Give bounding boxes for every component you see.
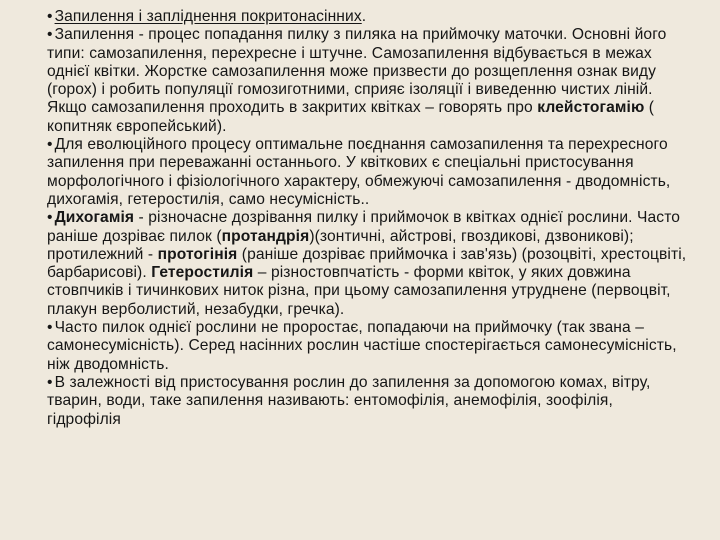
text-run: – різностовпчатість - форми квіток, у яких довжина стовпчиків і тичинкових ниток різна, при цьому самозапилення утруднене (первоцвіт, плакун верболистий, незабудки, гречка). xyxy=(47,264,671,318)
text-body xyxy=(47,8,690,429)
paragraph-title xyxy=(47,8,690,26)
bullet-marker: • xyxy=(47,26,53,44)
text-run: . xyxy=(361,8,367,25)
heading-underlined-text: Запилення і запліднення покритонасінних xyxy=(54,8,362,25)
text-run: В залежності від пристосування рослин до запилення за допомогою комах, вітру, тварин, води, таке запилення називають: ентомофілія, анемофілія, зоофілія, гідрофілія xyxy=(47,373,651,428)
bullet-marker: • xyxy=(47,319,53,337)
term-protogyny: протогінія xyxy=(157,245,238,263)
bullet-marker: • xyxy=(47,373,53,391)
paragraph-pollination-types xyxy=(47,374,690,429)
text-run: Для еволюційного процесу оптимальне поєднання самозапилення та перехресного запилення при переважанні останнього. У квіткових є спеціальні пристосування морфологічного і фізіологічного характеру, обмежуючі самозапилення - дводомність, дихогамія, гетеростилія, само несумісність.. xyxy=(47,136,671,208)
text-run: - різночасне дозрівання пилку і приймочок в квітках однієї рослини. Часто раніше дозріває пилок ( xyxy=(47,209,681,245)
text-run: )(зонтичні, айстрові, гвоздикові, дзвоникові); протилежний - xyxy=(47,227,634,263)
paragraph-dichogamy xyxy=(47,209,690,319)
term-heterostyly: Гетеростилія xyxy=(151,264,254,282)
term-cleistogamy: клейстогамію xyxy=(537,99,645,117)
paragraph-self-incompatibility xyxy=(47,319,690,374)
text-run: Запилення - процес попадання пилку з пиляка на приймочку маточки. Основні його типи: самозапилення, перехресне і штучне. Самозапилення відбувається в межах однієї квітки. Жорстке самозапилення може призвести до розщеплення ознак виду (горох) і робить популяції гомозиготними, сприяє ізоляції і виведенню чистих ліній. Якщо самозапилення проходить в закритих квітках – говорять про xyxy=(47,26,667,117)
bullet-marker: • xyxy=(47,8,53,25)
bullet-marker: • xyxy=(47,136,53,154)
text-run: ( копитняк європейський). xyxy=(47,99,655,135)
text-run: (раніше дозріває приймочка і зав'язь) (розоцвіті, хрестоцвіті, барбарисові). xyxy=(47,245,687,282)
term-protandry: протандрія xyxy=(221,227,310,245)
paragraph-pollination-definition xyxy=(47,26,690,136)
term-dichogamy: Дихогамія xyxy=(54,209,135,227)
bullet-marker: • xyxy=(47,209,53,227)
paragraph-evolution xyxy=(47,136,690,209)
text-run: Часто пилок однієї рослини не проростає, попадаючи на приймочку (так звана – самонесумісність). Серед насінних рослин частіше спостерігається самонесумісність, ніж дводомність. xyxy=(47,319,677,373)
